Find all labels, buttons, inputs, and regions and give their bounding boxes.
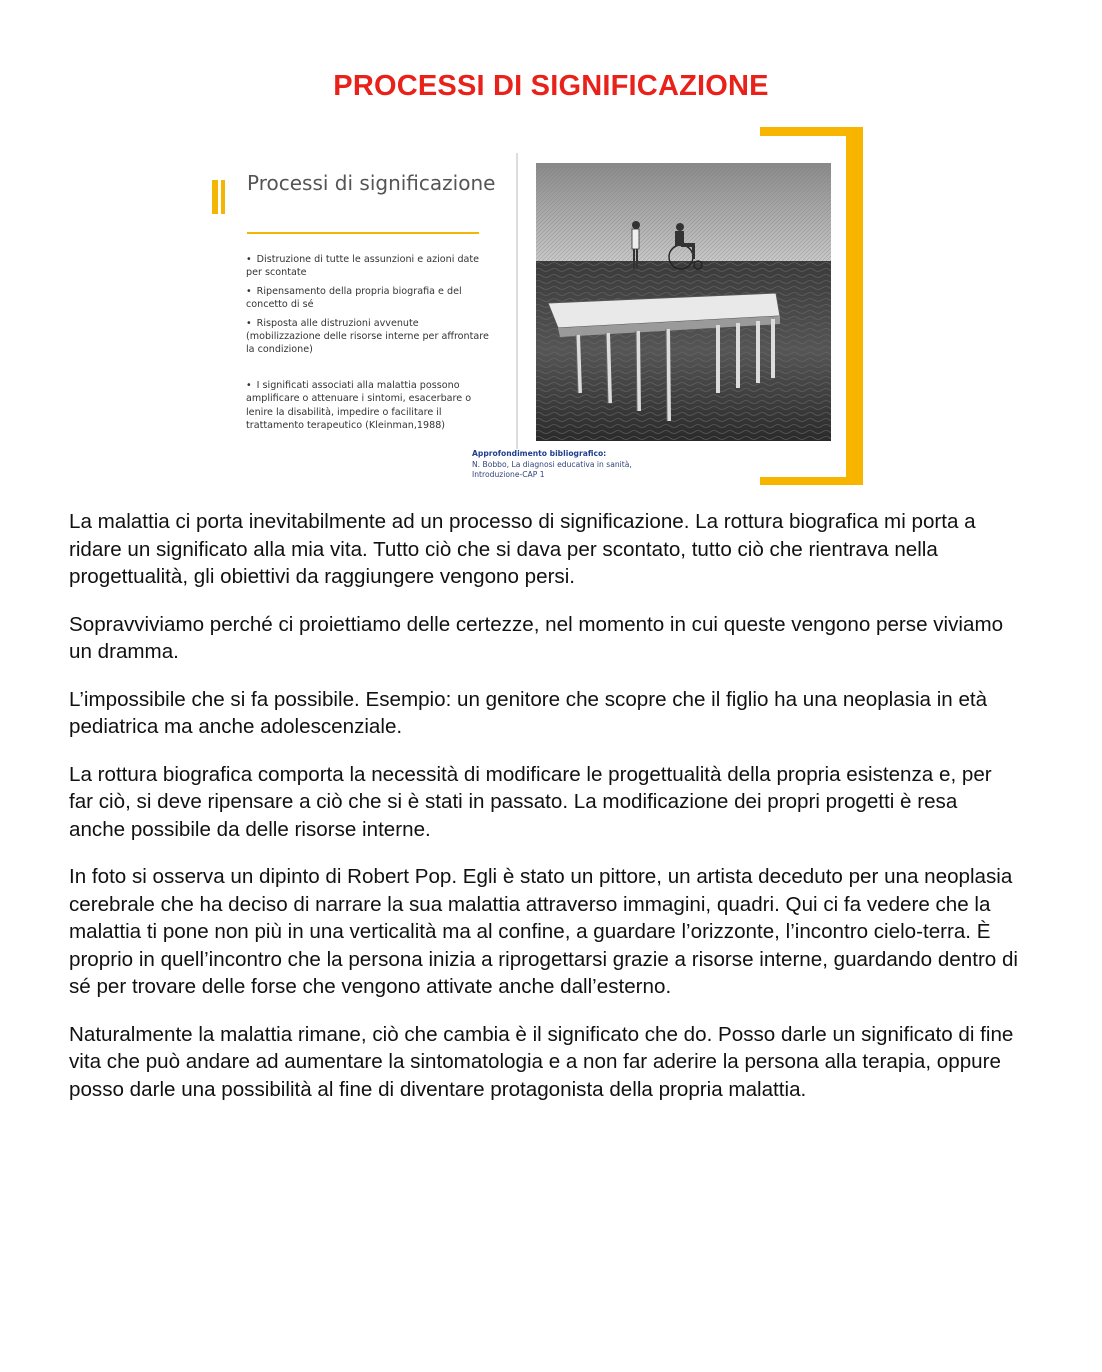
slide-bullet: • I significati associati alla malattia possono amplificare o attenuare i sintomi, esacerbare o lenire la disabilità, impedire o facilitare il trattamento terapeutico (Kleinman,1988) <box>246 379 472 432</box>
paragraph: Sopravviviamo perché ci proiettiamo delle certezze, nel momento in cui queste vengono perse viviamo un dramma. <box>69 612 1004 663</box>
paragraph: La rottura biografica comporta la necessità di modificare le progettualità della propria esistenza e, per far ciò, si deve ripensare a ciò che si è stati in passato. La modificazione dei propri progetti è resa anche possibile da delle risorse interne. <box>69 762 992 841</box>
paragraph: Naturalmente la malattia rimane, ciò che cambia è il significato che do. Posso darle un significato di fine vita che può andare ad aumentare la sintomatologia e a non far aderire la persona alla terapia, oppure posso darle una possibilità al fine di diventare protagonista della propria malattia. <box>69 1022 1014 1101</box>
slide-image <box>200 127 865 487</box>
slide-bullet: • Distruzione di tutte le assunzioni e azioni date per scontate <box>246 254 480 279</box>
slide-accent-bar <box>221 180 225 214</box>
page-title: PROCESSI DI SIGNIFICAZIONE <box>333 70 769 102</box>
slide-yellow-frame <box>846 127 863 485</box>
slide-bullet-text: Risposta alle distruzioni avvenute (mobilizzazione delle risorse interne per affrontare la condizione) <box>246 317 489 356</box>
slide-bullet-list <box>246 253 496 437</box>
slide-heading-underline <box>247 232 479 234</box>
body-text <box>69 508 1019 1123</box>
slide-bullet-text: Distruzione di tutte le assunzioni e azioni date per scontate <box>246 254 480 279</box>
paragraph: In foto si osserva un dipinto di Robert Pop. Egli è stato un pittore, un artista deceduto per una neoplasia cerebrale che ha deciso di narrare la sua malattia attraverso immagini, quadri. Qui ci fa vedere che la malattia ti pone non più in una verticalità ma al confine, a guardare l’orizzonte, l’incontro cielo-terra. È proprio in quell’incontro che la persona inizia a riprogettarsi grazie a risorse interne, guardando dentro di sé per trovare delle forse che vengono attivate anche dall’esterno. <box>69 865 1019 998</box>
bibliography-note <box>472 449 732 481</box>
bibliography-line: N. Bobbo, La diagnosi educativa in sanità, <box>472 459 632 469</box>
slide-bullet: • Risposta alle distruzioni avvenute (mobilizzazione delle risorse interne per affrontare la condizione) <box>246 317 489 356</box>
paragraph: La malattia ci porta inevitabilmente ad un processo di significazione. La rottura biografica mi porta a ridare un significato alla mia vita. Tutto ciò che si dava per scontato, tutto ciò che rientrava nella progettualità, gli obiettivi da raggiungere vengono persi. <box>69 510 976 588</box>
slide-bullet-text: Ripensamento della propria biografia e del concetto di sé <box>246 285 462 311</box>
bibliography-line: Introduzione-CAP 1 <box>472 470 545 480</box>
slide-accent-bar <box>212 180 218 214</box>
slide-bullet-text: I significati associati alla malattia possono amplificare o attenuare i sintomi, esacerbare o lenire la disabilità, impedire o facilitare il trattamento terapeutico (Kleinman,1988) <box>246 379 472 432</box>
painting-image <box>516 153 831 449</box>
bibliography-heading: Approfondimento bibliografico: <box>472 449 607 458</box>
slide-heading: Processi di significazione <box>247 171 496 195</box>
slide-bullet: • Ripensamento della propria biografia e del concetto di sé <box>246 285 462 311</box>
paragraph: L’impossibile che si fa possibile. Esempio: un genitore che scopre che il figlio ha una neoplasia in età pediatrica ma anche adolescenziale. <box>69 687 988 738</box>
slide-yellow-frame <box>760 477 863 485</box>
